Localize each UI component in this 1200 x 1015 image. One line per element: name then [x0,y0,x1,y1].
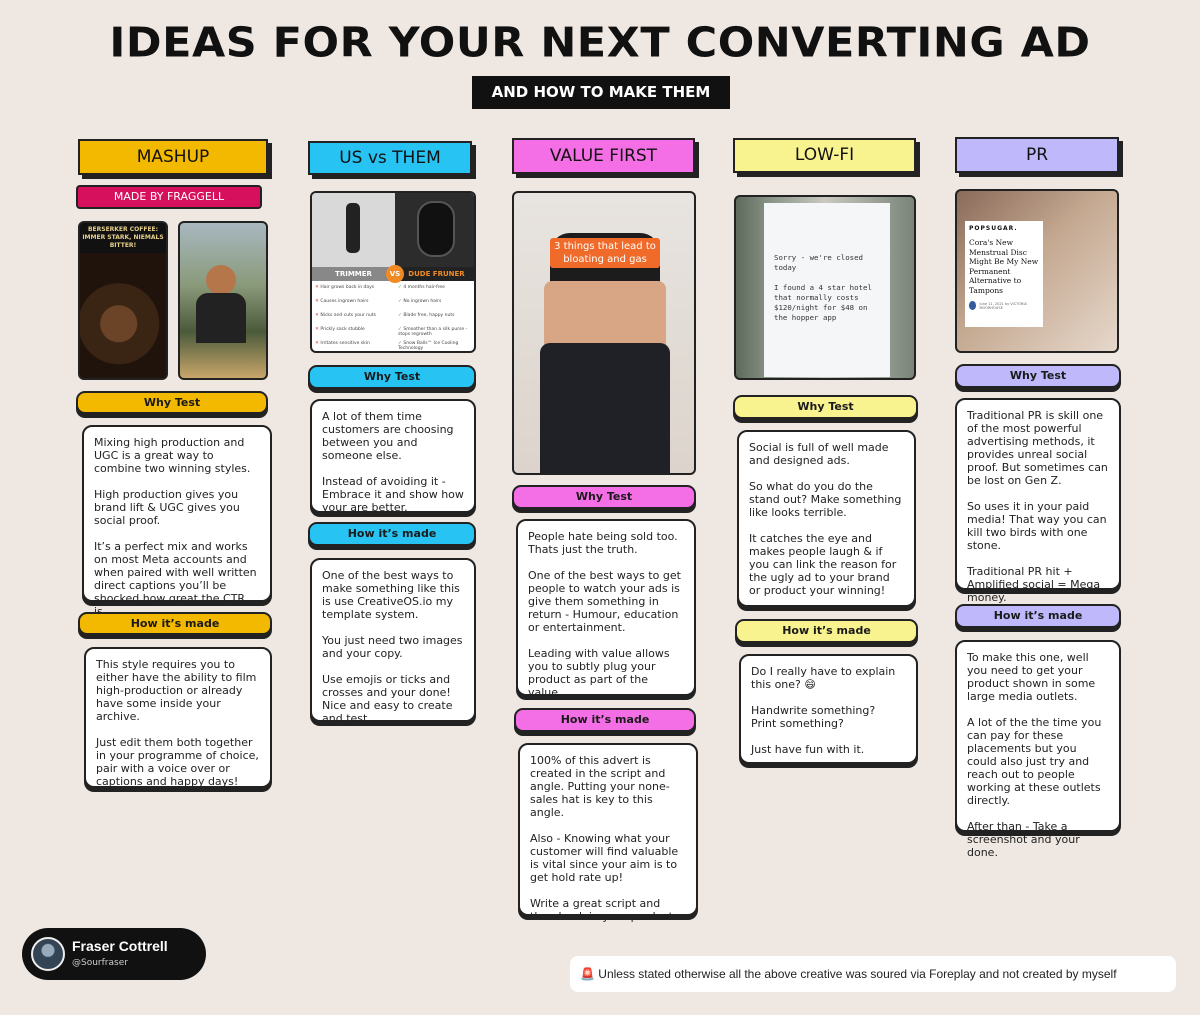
author-avatar-icon [969,301,976,310]
dude-fruner-label: DUDE FRUNER [395,267,476,281]
pr-how-card [955,640,1121,859]
mashup-how-made-label: How it’s made [78,612,272,635]
page-subtitle: AND HOW TO MAKE THEM [472,76,730,109]
trimmer-photo [312,193,395,267]
mashup-person-image [178,221,268,380]
low-fi-why-test-label: Why Test [733,395,918,419]
pros-item [398,299,476,313]
mashup-how-text-2: Just edit them both together in your programme of choice, pair with a voice over or captions and happy days! [96,736,259,788]
us-vs-them-comparison-image [310,191,476,353]
press-meta-text: June 11, 2021 by VICTORIA MOORHOUSE [979,301,1027,310]
column-header-us-vs-them: US vs THEM [308,141,472,175]
value-first-why-test-label: Why Test [512,485,696,509]
mashup-how-card [84,647,272,788]
mashup-image-caption: BERSERKER COFFEE: IMMER STARK, NIEMALS BITTER! [80,223,166,253]
cons-item-text: Causes ingrown hairs [320,299,369,304]
column-header-pr: PR [955,137,1119,173]
made-by-badge: MADE BY FRAGGELL [76,185,262,209]
cross-icon: ✕ [315,327,321,332]
low-fi-how-made-label: How it’s made [735,619,918,643]
value-first-image [512,191,696,475]
disclaimer-note: 🚨 Unless stated otherwise all the above creative was soured via Foreplay and not created by myself [570,956,1176,992]
check-icon: ✓ [398,313,404,318]
cross-icon: ✕ [315,313,321,318]
press-card [965,221,1043,327]
pr-how-text-3: After than - Take a screenshot and your done. [967,820,1080,859]
check-icon: ✓ [398,327,404,332]
pr-image [955,189,1119,353]
value-first-why-card [516,519,696,699]
low-fi-image [734,195,916,380]
value-first-how-card [518,743,698,923]
cons-item [315,313,393,327]
mashup-how-text-1: This style requires you to either have the ability to film high-production or already have some inside your archive. [96,658,257,723]
pros-item-text: Snow Balls™ Ice Cooling Technology [398,341,459,351]
cons-item-text: Hair grows back in days [320,285,375,290]
us-vs-them-why-text-1: A lot of them time customers are choosing between you and someone else. [322,410,454,462]
cons-list [315,285,393,353]
low-fi-how-text-2: Handwrite something? Print something? [751,704,876,730]
torso-shape [544,281,666,351]
cons-item [315,299,393,313]
dude-fruner-photo [395,193,476,267]
pr-how-text-1: To make this one, well you need to get your product shown in some large media outlets. [967,651,1096,703]
avatar [31,937,65,971]
pros-item [398,327,476,341]
pr-why-card [955,398,1121,604]
pr-why-text-1: Traditional PR is skill one of the most powerful advertising methods, it provides unreal social proof. But sometimes can be lost on Gen Z. [967,409,1108,487]
cross-icon: ✕ [315,341,321,346]
check-icon: ✓ [398,341,404,346]
value-first-why-text-3: Leading with value allows you to subtly plug your product as part of the value. [528,647,670,699]
cross-icon: ✕ [315,299,321,304]
pros-item [398,285,476,299]
us-vs-them-how-card [310,558,476,725]
low-fi-why-card [737,430,916,607]
pros-item [398,341,476,353]
us-vs-them-why-card [310,399,476,513]
cross-icon: ✕ [315,285,321,290]
pr-why-text-2: So uses it in your paid media! That way you can kill two birds with one stone. [967,500,1107,552]
check-icon: ✓ [398,299,404,304]
check-icon: ✓ [398,285,404,290]
us-vs-them-how-made-label: How it’s made [308,522,476,546]
pros-item-text: No ingrown hairs [403,299,442,304]
low-fi-how-text-3: Just have fun with it. [751,743,865,756]
page-title: IDEAS FOR YOUR NEXT CONVERTING AD [109,19,1091,67]
pr-why-text-3: Traditional PR hit + Amplified social = Mega money. [967,565,1101,604]
value-first-why-text-2: One of the best ways to get people to watch your ads is give them something in return - Humour, education or entertainment. [528,569,681,634]
pros-list [398,285,476,353]
low-fi-how-text-1: Do I really have to explain this one? 😄 [751,665,896,691]
value-first-how-made-label: How it’s made [514,708,696,732]
cons-item [315,327,393,341]
pros-item [398,313,476,327]
author-handle: @Sourfraser [72,958,128,968]
mashup-why-card [82,425,272,605]
value-first-why-text-1: People hate being sold too. Thats just the truth. [528,530,678,556]
handwritten-sign: Sorry - we're closed today I found a 4 star hotel that normally costs $120/night for $48 on the hopper app [764,203,890,377]
pros-item-text: 4 months hair-free [403,285,445,290]
press-headline: Cora's New Menstrual Disc Might Be My New Permanent Alternative to Tampons [969,238,1039,295]
value-first-how-text-1: 100% of this advert is created in the script and angle. Putting your none-sales hat is key to this angle. [530,754,670,819]
pr-how-made-label: How it’s made [955,604,1121,628]
cons-item [315,285,393,299]
cons-item-text: Nicks and cuts your nuts [320,313,376,318]
value-first-how-text-3: Write a great script and then hook in your product. [530,897,677,923]
mashup-why-text-3: It’s a perfect mix and works on most Meta accounts and when paired with well written direct captions you’ll be shocked how great the CTR [94,540,257,605]
us-vs-them-how-text-3: Use emojis or ticks and crosses and your done! Nice and easy to create and test. [322,673,453,725]
mashup-coffee-image [78,221,168,380]
us-vs-them-how-text-1: One of the best ways to make something like this is use CreativeOS.io my template system. [322,569,460,621]
column-header-low-fi: LOW-FI [733,138,916,173]
cons-item-text: Prickly sack stubble [320,327,365,332]
vs-badge: VS [386,265,404,283]
trimmer-device-shape [346,203,360,253]
low-fi-why-text-2: So what do you do the stand out? Make something like looks terrible. [749,480,902,519]
pros-item-text: Smoother than a silk purse - stops regrowth [398,327,468,337]
press-brand: POPSUGAR. [969,225,1018,232]
jeans-shape [540,343,670,475]
column-header-mashup: MASHUP [78,139,268,175]
us-vs-them-why-test-label: Why Test [308,365,476,389]
cons-item [315,341,393,353]
mashup-why-test-label: Why Test [76,391,268,414]
pr-how-text-2: A lot of the the time you can pay for these placements but you could also just try and reach out to people working at these outlets directly. [967,716,1102,807]
mashup-why-text-2: High production gives you brand lift & UGC gives you social proof. [94,488,240,527]
column-header-value-first: VALUE FIRST [512,138,695,174]
author-name: Fraser Cottrell [72,938,168,954]
person-figure [206,265,236,295]
value-first-overlay-text: 3 things that lead to bloating and gas [550,238,660,268]
press-meta [969,301,1039,310]
cons-item-text: Irritates sensitive skin [320,341,370,346]
low-fi-why-text-1: Social is full of well made and designed ads. [749,441,889,467]
person-body [196,293,246,343]
trimmer-label: TRIMMER [312,267,395,281]
low-fi-why-text-3: It catches the eye and makes people laugh & if you can link the reason for the ugly ad to your brand or product your winning! [749,532,897,597]
value-first-how-text-2: Also - Knowing what your customer will find valuable is vital since your aim is to get hold rate up! [530,832,679,884]
us-vs-them-how-text-2: You just need two images and your copy. [322,634,463,660]
author-card[interactable] [22,928,206,980]
us-vs-them-why-text-2: Instead of avoiding it - Embrace it and show how your are better. [322,475,464,514]
low-fi-how-card [739,654,918,764]
fruner-device-shape [417,201,455,257]
pr-why-test-label: Why Test [955,364,1121,388]
pros-item-text: Blade free, happy nuts [403,313,455,318]
mashup-why-text-1: Mixing high production and UGC is a great way to combine two winning styles. [94,436,251,475]
